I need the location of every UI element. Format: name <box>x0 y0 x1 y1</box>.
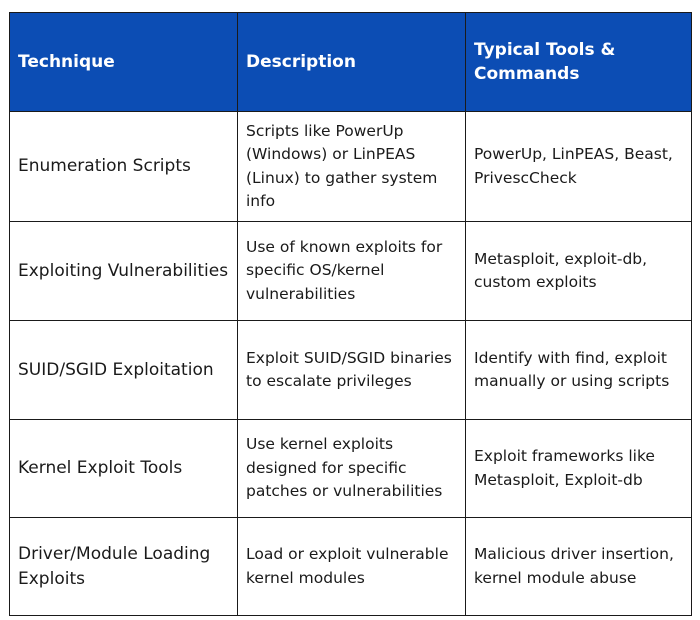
table-body <box>10 112 692 616</box>
technique-cell: SUID/SGID Exploitation <box>10 321 238 420</box>
header-row <box>10 13 692 112</box>
tools-cell: Exploit frameworks like Metasploit, Exploit-db <box>466 420 692 518</box>
header-tools: Typical Tools & Commands <box>466 13 692 112</box>
table-row <box>10 222 692 321</box>
header-technique: Technique <box>10 13 238 112</box>
tools-cell: Metasploit, exploit-db, custom exploits <box>466 222 692 321</box>
description-cell: Use of known exploits for specific OS/kernel vulnerabilities <box>238 222 466 321</box>
header-description: Description <box>238 13 466 112</box>
table-row <box>10 420 692 518</box>
technique-cell: Kernel Exploit Tools <box>10 420 238 518</box>
table-row <box>10 321 692 420</box>
table-header <box>10 13 692 112</box>
description-cell: Exploit SUID/SGID binaries to escalate privileges <box>238 321 466 420</box>
description-cell: Use kernel exploits designed for specific patches or vulnerabilities <box>238 420 466 518</box>
description-cell: Scripts like PowerUp (Windows) or LinPEAS (Linux) to gather system info <box>238 112 466 222</box>
table-row <box>10 112 692 222</box>
technique-cell: Enumeration Scripts <box>10 112 238 222</box>
description-cell: Load or exploit vulnerable kernel modules <box>238 518 466 616</box>
tools-cell: Malicious driver insertion, kernel module abuse <box>466 518 692 616</box>
tools-cell: Identify with find, exploit manually or using scripts <box>466 321 692 420</box>
privilege-escalation-table <box>9 12 692 616</box>
table-row <box>10 518 692 616</box>
technique-cell: Driver/Module Loading Exploits <box>10 518 238 616</box>
technique-cell: Exploiting Vulnerabilities <box>10 222 238 321</box>
tools-cell: PowerUp, LinPEAS, Beast, PrivescCheck <box>466 112 692 222</box>
